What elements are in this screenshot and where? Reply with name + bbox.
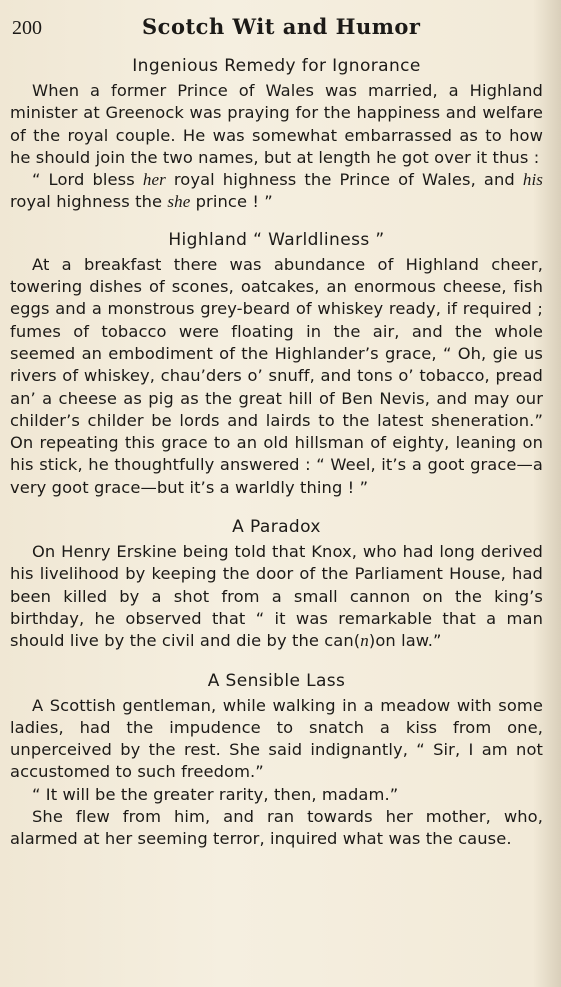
section-highland-warldliness bbox=[10, 230, 543, 499]
italic-word: n bbox=[360, 631, 369, 651]
paragraph bbox=[10, 80, 543, 169]
section-gap bbox=[10, 653, 543, 671]
section-a-sensible-lass bbox=[10, 671, 543, 851]
paragraph-text: “ Lord bless bbox=[32, 170, 143, 190]
paragraph-text: royal highness the Prince of Wales, and bbox=[165, 170, 523, 190]
section-title: Ingenious Remedy for Ignorance bbox=[132, 56, 421, 76]
section-title: A Paradox bbox=[232, 517, 321, 538]
paragraph-text: royal highness the bbox=[10, 192, 168, 212]
paragraph-text: At a breakfast there was abundance of Highland cheer, towering dishes of scones, oatcakes, an enormous cheese, fish eggs and a monstrous grey-beard of whiskey ready, if required ; fumes of tobacco were floating in the air, and the whole seemed an embodiment of the Highlander’s grace, “ Oh, gie us rivers of whiskey, chau’ders o’ snuff, and tons o’ tobacco, pread an’ a cheese as pig as the great hill of Ben Nevis, and may our childer’s childer be lords and lairds to the latest sheneration.” On repeating this grace to an old hillsman of eighty, leaning on his stick, he thoughtfully answered : “ Weel, it’s a goot grace—a very goot grace—but it’s a warldly thing ! ” bbox=[10, 254, 543, 497]
section-a-paradox bbox=[10, 517, 543, 652]
running-title: Scotch Wit and Humor bbox=[142, 14, 421, 39]
italic-word: she bbox=[167, 192, 191, 212]
paragraph-text: A Scottish gentleman, while walking in a meadow with some ladies, had the impudence to snatch a kiss from one, unperceived by the rest. She said indignantly, “ Sir, I am not accustomed to such freedom.” bbox=[10, 695, 543, 782]
section-ingenious-remedy bbox=[10, 56, 543, 214]
paragraph bbox=[10, 169, 543, 214]
paragraph bbox=[10, 695, 543, 784]
paragraph-text: When a former Prince of Wales was married, a Highland minister at Greenock was praying for the happiness and welfare of the royal couple. He was somewhat embarrassed as to how he should join the two names, but at length he got over it thus : bbox=[10, 81, 543, 167]
section-gap bbox=[10, 214, 543, 230]
paragraph-text: She flew from him, and ran towards her mother, who, alarmed at her seeming terror, inquired what was the cause. bbox=[10, 807, 543, 849]
paragraph bbox=[10, 254, 543, 499]
section-title: Highland “ Warldliness ” bbox=[168, 229, 385, 250]
section-gap bbox=[10, 499, 543, 517]
paragraph bbox=[10, 806, 543, 851]
paragraph bbox=[10, 541, 543, 652]
section-title: A Sensible Lass bbox=[207, 670, 346, 691]
paragraph-text: )on law.” bbox=[368, 631, 442, 651]
italic-word: her bbox=[142, 170, 166, 190]
paragraph-text: prince ! ” bbox=[190, 192, 273, 212]
italic-word: his bbox=[522, 170, 543, 190]
paragraph-text: On Henry Erskine being told that Knox, who had long derived his livelihood by keeping the door of the Parliament House, had been killed by a shot from a small cannon on the king’s birthday, he observed that “ it was remarkable that a man should live by the civil and die by the can( bbox=[10, 542, 543, 651]
paragraph bbox=[10, 784, 543, 806]
running-head bbox=[10, 14, 543, 44]
paragraph-text: “ It will be the greater rarity, then, madam.” bbox=[32, 784, 399, 804]
page-number: 200 bbox=[12, 17, 42, 39]
